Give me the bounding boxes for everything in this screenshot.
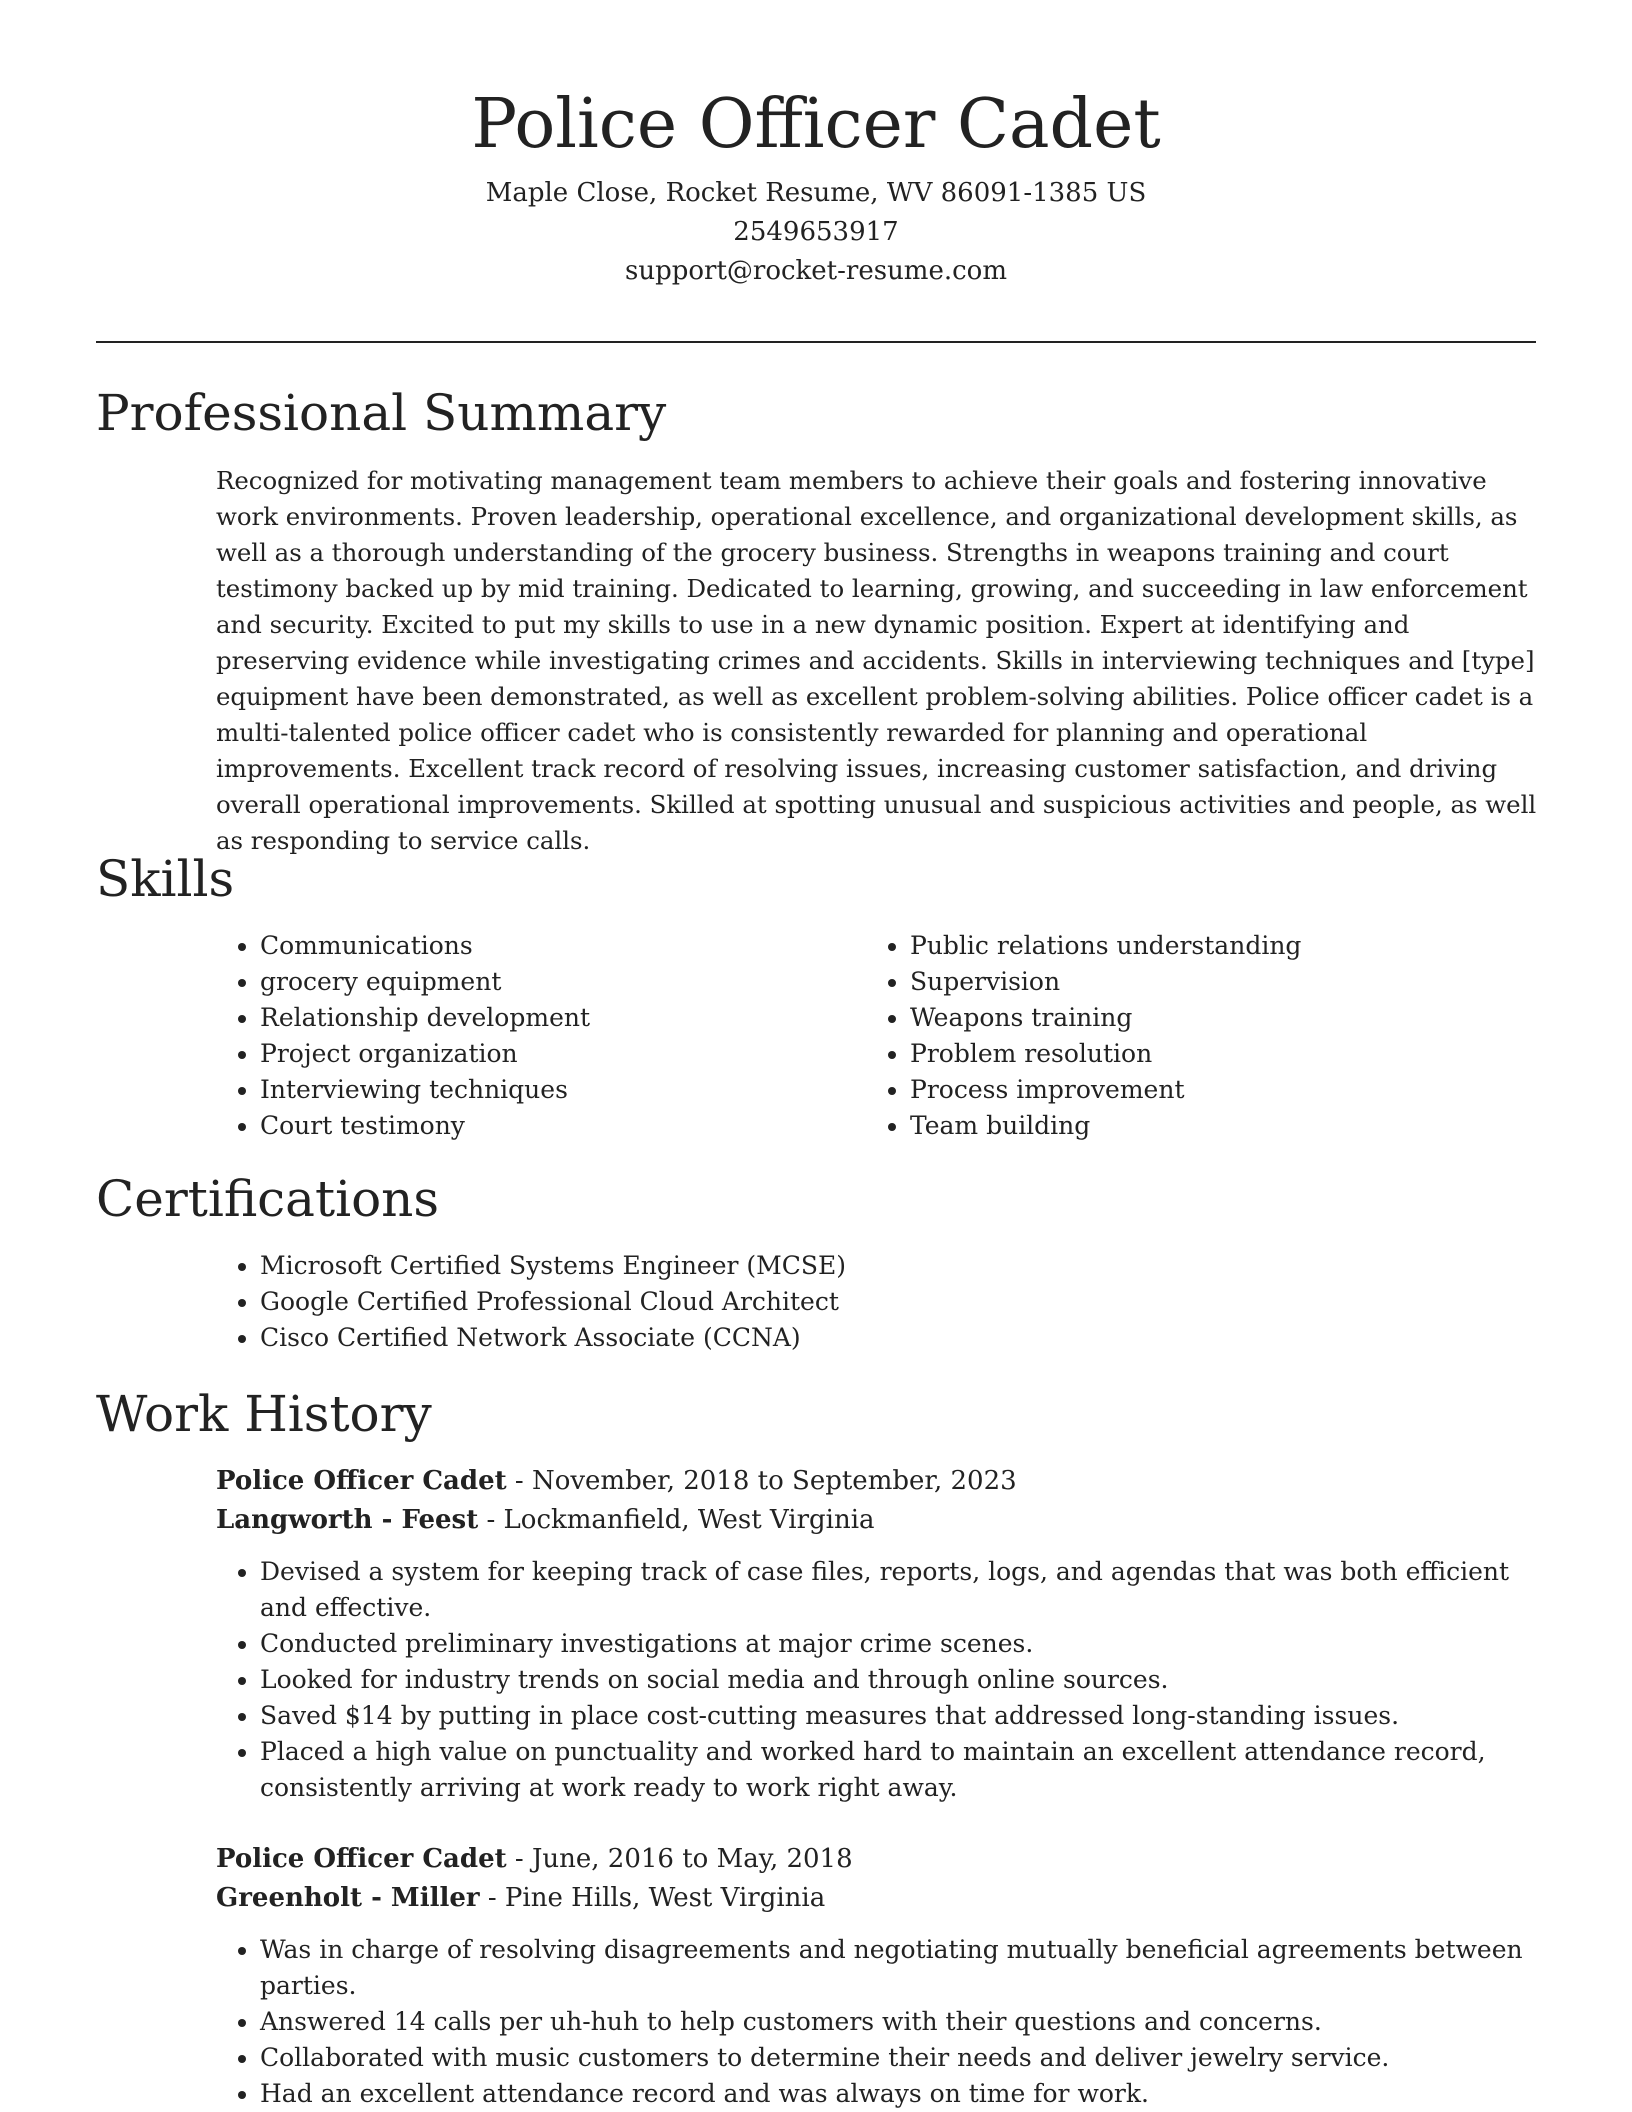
job-dates: - June, 2016 to May, 2018 [514, 1844, 853, 1874]
job-duty-item: • Placed a high value on punctuality and worked hard to maintain an excellent attendance record, consistently arriving at work ready to work right away. [260, 1734, 1538, 1806]
candidate-name: Police Officer Cadet [471, 85, 1161, 164]
job-company: Langworth - Feest [216, 1505, 479, 1535]
header-divider [96, 341, 1536, 343]
skill-item: • grocery equipment [260, 964, 836, 1000]
job-employer-line [216, 1501, 1538, 1540]
job-title-line [216, 1462, 1538, 1501]
address: Maple Close, Rocket Resume, WV 86091-1385 US [485, 178, 1147, 208]
job-duty-item: • Conducted preliminary investigations at major crime scenes. [260, 1626, 1538, 1662]
job-title: Police Officer Cadet [216, 1466, 507, 1496]
job-dates: - November, 2018 to September, 2023 [514, 1466, 1017, 1496]
job-duty-item: • Looked for industry trends on social media and through online sources. [260, 1662, 1538, 1698]
job-entry [216, 1840, 1538, 2112]
email-address: support@rocket-resume.com [624, 256, 1007, 286]
job-location: - Pine Hills, West Virginia [487, 1883, 826, 1913]
job-duty-item: • Answered 14 calls per uh-huh to help customers with their questions and concerns. [260, 2004, 1538, 2040]
summary-heading: Professional Summary [96, 384, 667, 442]
job-company: Greenholt - Miller [216, 1883, 480, 1913]
skill-item: • Project organization [260, 1036, 836, 1072]
skill-item: • Public relations understanding [910, 928, 1486, 964]
skill-item: • Process improvement [910, 1072, 1486, 1108]
certifications-list [216, 1248, 1416, 1356]
job-title: Police Officer Cadet [216, 1844, 507, 1874]
job-duty-item: • Had an excellent attendance record and was always on time for work. [260, 2076, 1538, 2112]
phone-number: 2549653917 [733, 217, 899, 247]
certifications-heading: Certifications [96, 1170, 440, 1228]
skill-item: • Team building [910, 1108, 1486, 1144]
skill-item: • Weapons training [910, 1000, 1486, 1036]
summary-text: Recognized for motivating management team members to achieve their goals and fostering innovative work environments. Proven leadership, operational excellence, and organizational development skills, as well as a thorough understanding of the grocery business. Strengths in weapons training and court testimony backed up by mid training. Dedicated to learning, growing, and succeeding in law enforcement and security. Excited to put my skills to use in a new dynamic position. Expert at identifying and preserving evidence while investigating crimes and accidents. Skills in interviewing techniques and [type] equipment have been demonstrated, as well as excellent problem-solving abilities. Police officer cadet is a multi-talented police officer cadet who is consistently rewarded for planning and operational improvements. Excellent track record of resolving issues, increasing customer satisfaction, and driving overall operational improvements. Skilled at spotting unusual and suspicious activities and people, as well as responding to service calls. [216, 466, 1537, 855]
job-duty-item: • Devised a system for keeping track of case files, reports, logs, and agendas that was both efficient and effective. [260, 1554, 1538, 1626]
skill-item: • Communications [260, 928, 836, 964]
skill-item: • Problem resolution [910, 1036, 1486, 1072]
skills-column-left [216, 928, 836, 1144]
resume-header [0, 82, 1632, 291]
work-history-heading: Work History [96, 1385, 432, 1443]
job-title-line [216, 1840, 1538, 1879]
certification-item: • Google Certified Professional Cloud Architect [260, 1284, 1416, 1320]
skill-item: • Supervision [910, 964, 1486, 1000]
skill-item: • Court testimony [260, 1108, 836, 1144]
job-duties [216, 1554, 1538, 1806]
job-duty-item: • Saved $14 by putting in place cost-cutting measures that addressed long-standing issues. [260, 1698, 1538, 1734]
contact-info [0, 174, 1632, 291]
job-employer-line [216, 1879, 1538, 1918]
skill-item: • Interviewing techniques [260, 1072, 836, 1108]
skill-item: • Relationship development [260, 1000, 836, 1036]
job-duty-item: • Was in charge of resolving disagreements and negotiating mutually beneficial agreements between parties. [260, 1932, 1538, 2004]
skills-heading: Skills [96, 850, 235, 908]
certification-item: • Microsoft Certified Systems Engineer (MCSE) [260, 1248, 1416, 1284]
certification-item: • Cisco Certified Network Associate (CCNA) [260, 1320, 1416, 1356]
job-duty-item: • Collaborated with music customers to determine their needs and deliver jewelry service. [260, 2040, 1538, 2076]
skills-column-right [866, 928, 1486, 1144]
job-location: - Lockmanfield, West Virginia [486, 1505, 875, 1535]
job-duties [216, 1932, 1538, 2112]
job-entry [216, 1462, 1538, 1806]
